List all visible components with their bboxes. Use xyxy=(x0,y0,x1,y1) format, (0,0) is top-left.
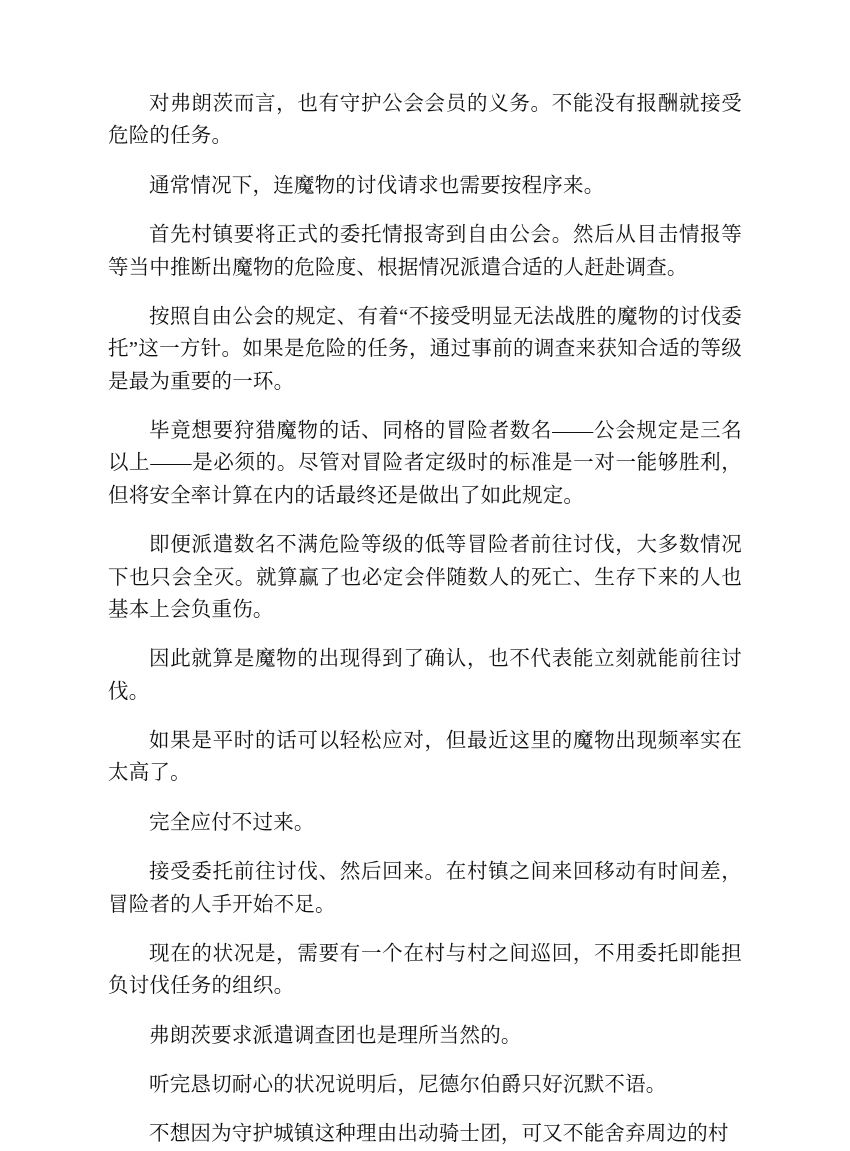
paragraph: 首先村镇要将正式的委托情报寄到自由公会。然后从目击情报等等当中推断出魔物的危险度、根据情况派遣合适的人赶赴调查。 xyxy=(108,224,742,279)
paragraph: 毕竟想要狩猎魔物的话、同格的冒险者数名——公会规定是三名以上——是必须的。尽管对冒险者定级时的标准是一对一能够胜利，但将安全率计算在内的话最终还是做出了如此规定。 xyxy=(108,420,742,507)
paragraph: 听完恳切耐心的状况说明后，尼德尔伯爵只好沉默不语。 xyxy=(149,1074,667,1096)
paragraph: 即便派遣数名不满危险等级的低等冒险者前往讨伐，大多数情况下也只会全灭。就算赢了也必定会伴随数人的死亡、生存下来的人也基本上会负重伤。 xyxy=(108,534,742,621)
paragraph: 不想因为守护城镇这种理由出动骑士团，可又不能舍弃周边的村 xyxy=(149,1123,729,1146)
paragraph: 现在的状况是，需要有一个在村与村之间巡回，不用委托即能担负讨伐任务的组织。 xyxy=(108,942,742,998)
paragraph: 完全应付不过来。 xyxy=(149,811,315,834)
paragraph: 按照自由公会的规定、有着“不接受明显无法战胜的魔物的讨伐委托”这一方针。如果是危险的任务，通过事前的调查来获知合适的等级是最为重要的一环。 xyxy=(108,305,742,393)
paragraph: 如果是平时的话可以轻松应对，但最近这里的魔物出现频率实在太高了。 xyxy=(108,730,742,785)
paragraph: 对弗朗茨而言，也有守护公会会员的义务。不能没有报酬就接受危险的任务。 xyxy=(108,93,742,148)
paragraph: 通常情况下，连魔物的讨伐请求也需要按程序来。 xyxy=(149,174,605,197)
paragraph: 接受委托前往讨伐、然后回来。在村镇之间来回移动有时间差，冒险者的人手开始不足。 xyxy=(108,861,742,916)
paragraph: 弗朗茨要求派遣调查团也是理所当然的。 xyxy=(149,1024,522,1047)
paragraph: 因此就算是魔物的出现得到了确认，也不代表能立刻就能前往讨伐。 xyxy=(108,648,742,703)
document-body xyxy=(108,88,742,1151)
